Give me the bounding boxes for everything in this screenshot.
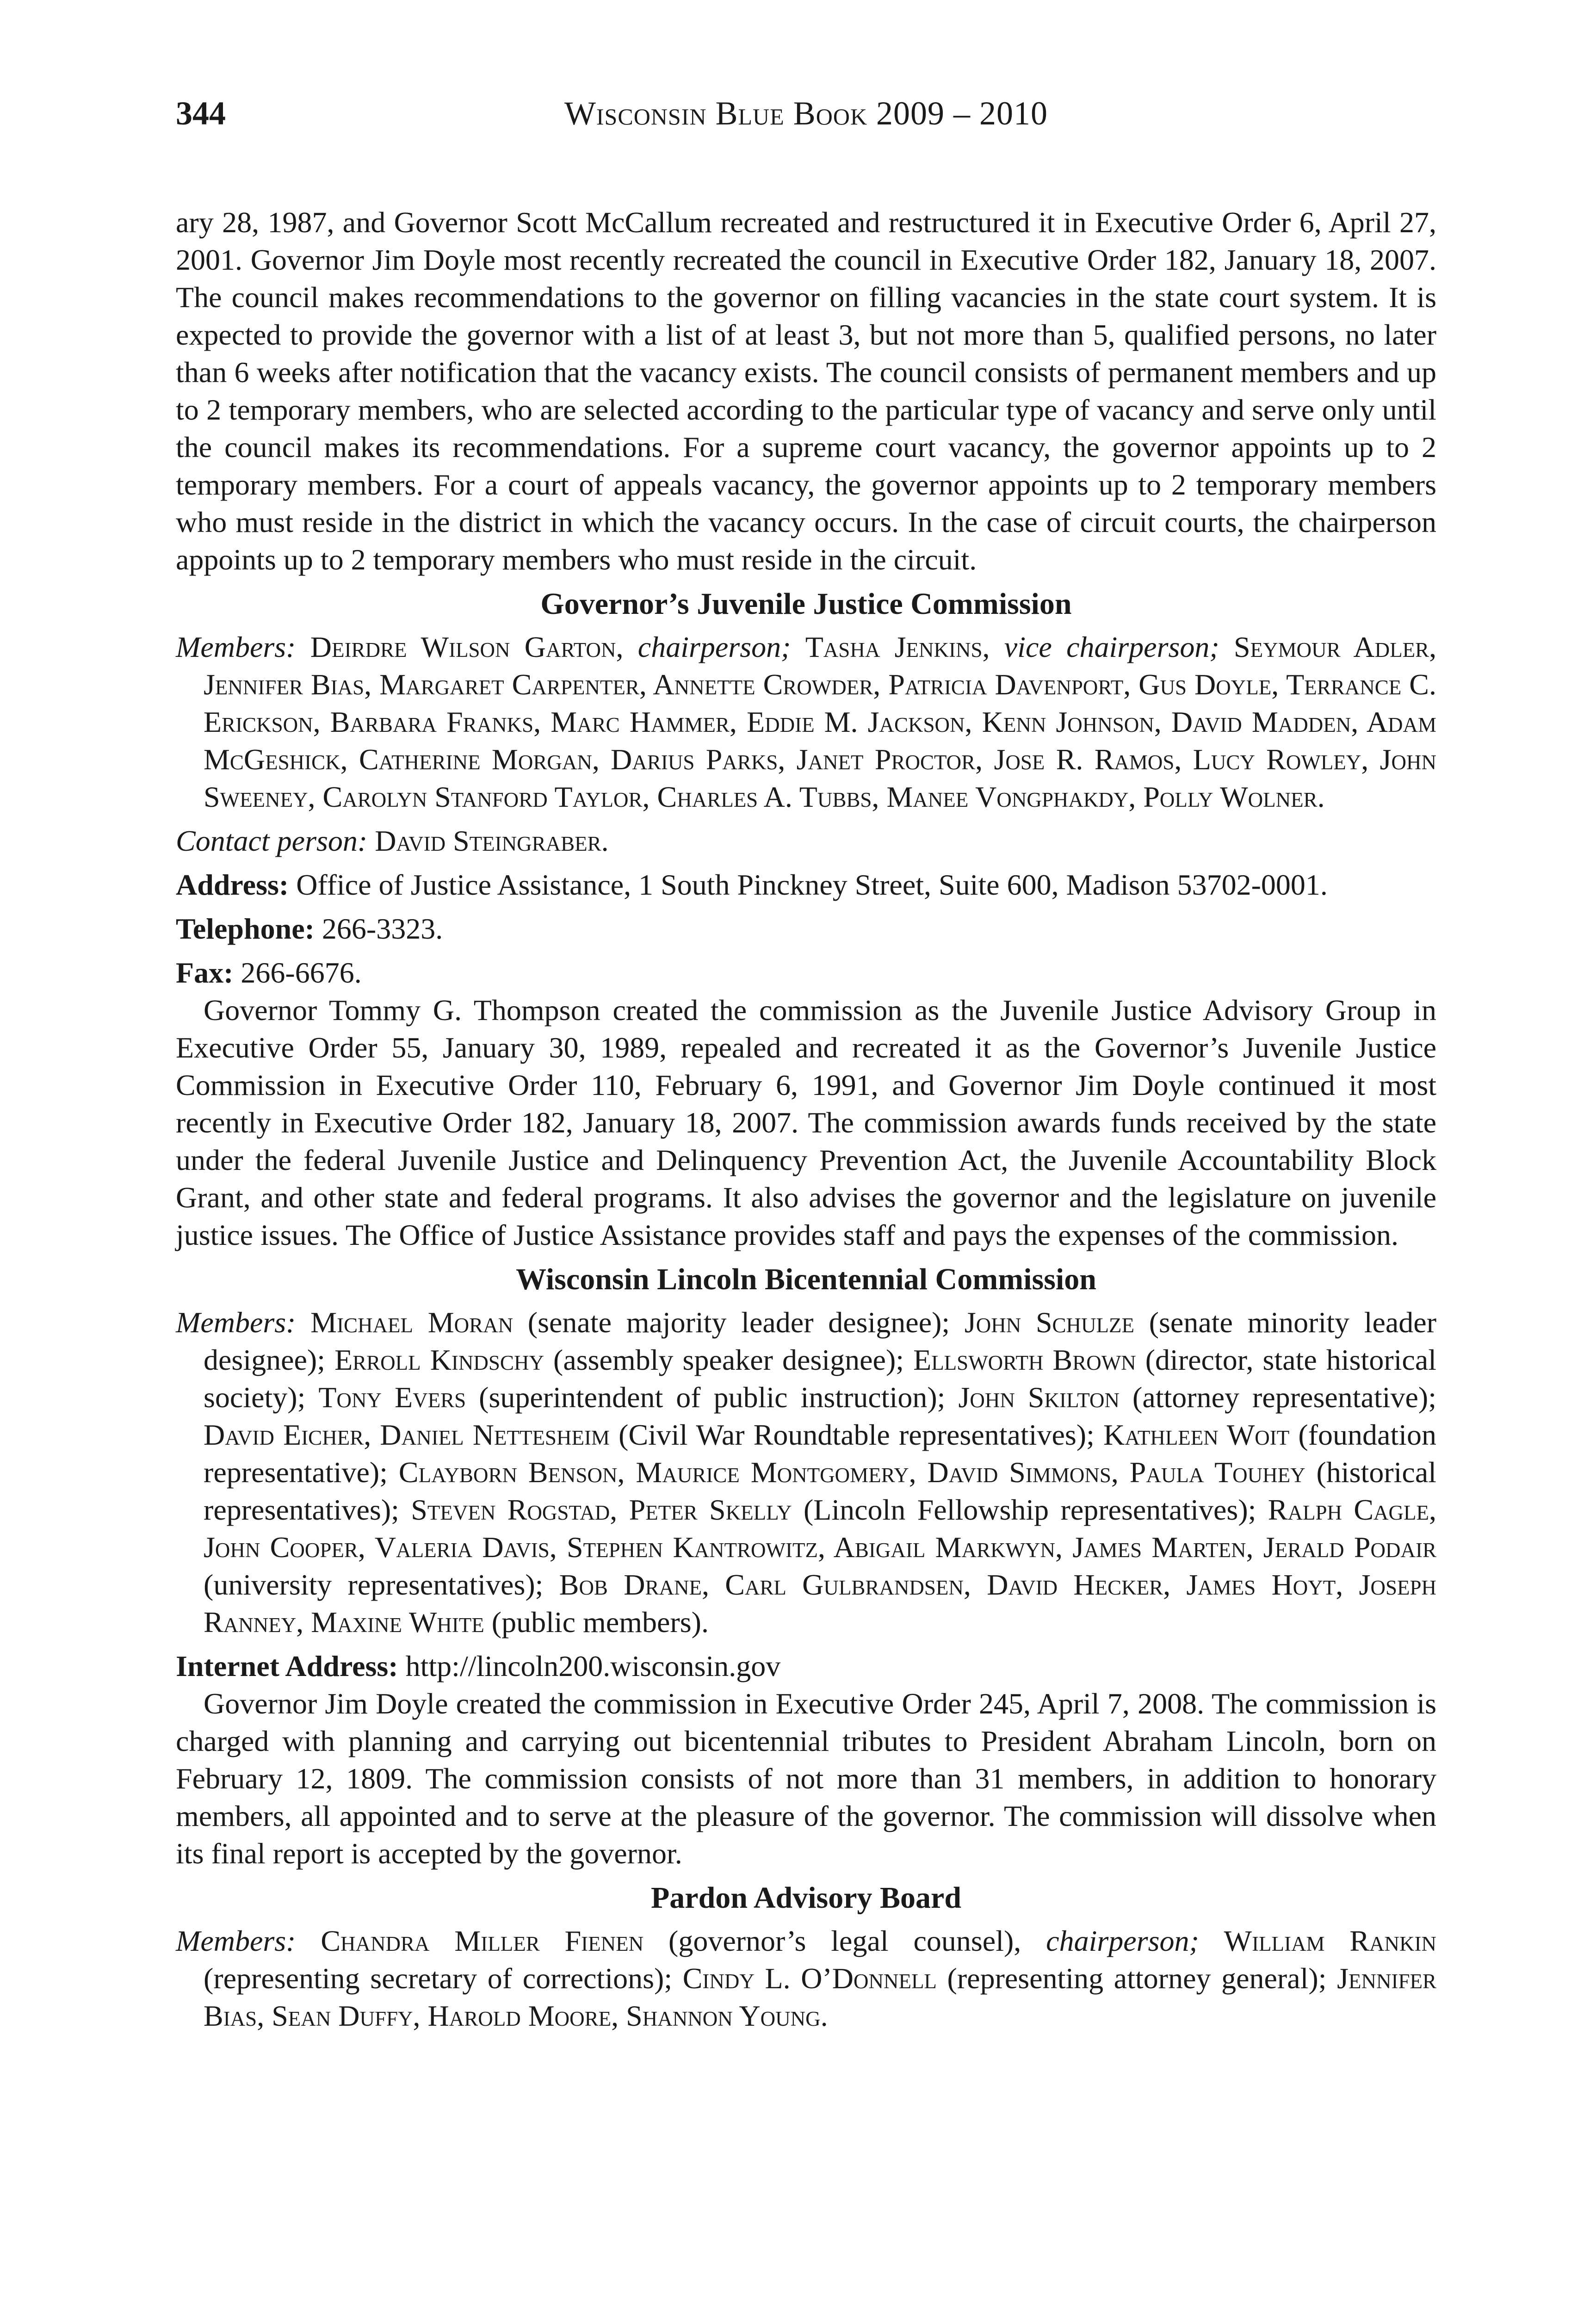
section-heading: Pardon Advisory Board	[650, 1881, 962, 1915]
member-role: (Lincoln Fellowship representatives);	[792, 1493, 1268, 1526]
member-role: (attorney representative);	[1119, 1381, 1437, 1414]
fax-line	[176, 954, 1436, 991]
member-role: chairperson;	[637, 631, 791, 663]
contact-label: Contact person:	[176, 824, 368, 857]
lincoln-bicentennial-section	[176, 1260, 1436, 1872]
members-list	[176, 1304, 1436, 1641]
member-name: David Eicher, Daniel Nettesheim	[204, 1418, 610, 1451]
internet-address-line	[176, 1647, 1436, 1685]
address-label: Address:	[176, 868, 289, 901]
running-title: Wisconsin Blue Book 2009 – 2010	[564, 95, 1048, 132]
member-name: Michael Moran	[310, 1306, 513, 1339]
member-name: Tasha Jenkins,	[805, 631, 990, 663]
member-name: William Rankin	[1224, 1924, 1437, 1957]
internet-link[interactable]: http://lincoln200.wisconsin.gov	[405, 1650, 781, 1682]
member-name: Tony Evers	[318, 1381, 466, 1414]
member-role: (foundation representative);	[204, 1418, 1437, 1489]
member-role: (representing secretary of corrections);	[204, 1962, 683, 1995]
fax-label: Fax:	[176, 956, 234, 989]
member-role: (assembly speaker designee);	[544, 1343, 914, 1376]
running-header	[176, 93, 1436, 139]
member-role: vice chairperson;	[1004, 631, 1219, 663]
contact-person	[176, 822, 1436, 860]
members-list	[176, 1922, 1436, 2035]
member-role: chairperson;	[1046, 1924, 1199, 1957]
internet-label: Internet Address:	[176, 1650, 398, 1682]
member-role: (university representatives);	[204, 1568, 559, 1601]
section-heading: Governor’s Juvenile Justice Commission	[540, 587, 1072, 621]
pardon-advisory-section	[176, 1879, 1436, 2035]
intro-paragraph: ary 28, 1987, and Governor Scott McCallum recreated and restructured it in Executive Order 6, April 27, 2001. Governor Jim Doyle most recently recreated the council in Executive Order 182, January 18, 2007. The council makes recommendations to the governor on filling vacancies in the state court system. It is expected to provide the governor with a list of at least 3, but not more than 5, qualified persons, no later than 6 weeks after notification that the vacancy exists. The council consists of permanent members and up to 2 temporary members, who are selected according to the particular type of vacancy and serve only until the council makes its recommendations. For a supreme court vacancy, the governor appoints up to 2 temporary members. For a court of appeals vacancy, the governor appoints up to 2 temporary members who must reside in the district in which the vacancy occurs. In the case of circuit courts, the chairperson appoints up to 2 temporary members who must reside in the circuit.	[176, 206, 1436, 576]
juvenile-justice-section	[176, 585, 1436, 1254]
member-role: (governor’s legal counsel),	[643, 1924, 1046, 1957]
member-name: John Schulze	[964, 1306, 1135, 1339]
address-value: Office of Justice Assistance, 1 South Pinckney Street, Suite 600, Madison 53702-0001.	[296, 868, 1328, 901]
telephone-label: Telephone:	[176, 912, 315, 945]
member-name: Chandra Miller Fienen	[321, 1924, 644, 1957]
member-name: John Skilton	[958, 1381, 1120, 1414]
member-names: Seymour Adler, Jennifer Bias, Margaret Carpenter, Annette Crowder, Patricia Davenport, Gus Doyle, Terrance C. Erickson, Barbara Franks, Marc Hammer, Eddie M. Jackson, Kenn Johnson, David Madden, Adam McGeshick, Catherine Morgan, Darius Parks, Janet Proctor, Jose R. Ramos, Lucy Rowley, John Sweeney, Carolyn Stanford Taylor, Charles A. Tubbs, Manee Vongphakdy, Polly Wolner.	[204, 631, 1437, 813]
members-label: Members:	[176, 1306, 296, 1339]
member-role: (senate majority leader designee);	[513, 1306, 965, 1339]
member-name: Cindy L. O’Donnell	[682, 1962, 937, 1995]
member-name: Kathleen Woit	[1103, 1418, 1290, 1451]
member-name: Clayborn Benson, Maurice Montgomery, David Simmons, Paula Touhey	[398, 1456, 1305, 1489]
member-role: (director, state historical society);	[204, 1343, 1437, 1414]
member-names: Jennifer Bias, Sean Duffy, Harold Moore, Shannon Young.	[204, 1962, 1437, 2032]
member-name: Ralph Cagle, John Cooper, Valeria Davis, Stephen Kantrowitz, Abigail Markwyn, James Marten, Jerald Podair	[204, 1493, 1437, 1564]
member-role: (senate minority leader designee);	[204, 1306, 1437, 1376]
members-list	[176, 628, 1436, 816]
telephone-line	[176, 910, 1436, 947]
member-name: Ellsworth Brown	[913, 1343, 1136, 1376]
page-number: 344	[176, 95, 226, 132]
member-name: Steven Rogstad, Peter Skelly	[411, 1493, 792, 1526]
member-role: (representing attorney general);	[936, 1962, 1337, 1995]
member-role: (public members).	[484, 1606, 709, 1639]
address-line	[176, 866, 1436, 903]
member-name: Deirdre Wilson Garton,	[310, 631, 624, 663]
member-name: Erroll Kindschy	[334, 1343, 544, 1376]
section-body: Governor Tommy G. Thompson created the commission as the Juvenile Justice Advisory Group in Executive Order 55, January 30, 1989, repealed and recreated it as the Governor’s Juvenile Justice Commission in Executive Order 110, February 6, 1991, and Governor Jim Doyle continued it most recently in Executive Order 182, January 18, 2007. The commission awards funds received by the state under the federal Juvenile Justice and Delinquency Prevention Act, the Juvenile Accountability Block Grant, and other state and federal programs. It also advises the governor and the legislature on juvenile justice issues. The Office of Justice Assistance provides staff and pays the expenses of the commission.	[176, 994, 1436, 1251]
member-role: (superintendent of public instruction);	[466, 1381, 959, 1414]
member-role: (Civil War Roundtable representatives);	[609, 1418, 1104, 1451]
section-heading: Wisconsin Lincoln Bicentennial Commission	[516, 1262, 1096, 1296]
contact-name: David Steingraber.	[375, 824, 609, 857]
member-name: Bob Drane, Carl Gulbrandsen, David Hecker, James Hoyt, Joseph Ranney, Maxine White	[204, 1568, 1436, 1639]
fax-value: 266-6676.	[241, 956, 362, 989]
section-body: Governor Jim Doyle created the commission in Executive Order 245, April 7, 2008. The commission is charged with planning and carrying out bicentennial tributes to President Abraham Lincoln, born on February 12, 1809. The commission consists of not more than 31 members, in addition to honorary members, all appointed and to serve at the pleasure of the governor. The commission will dissolve when its final report is accepted by the governor.	[176, 1687, 1436, 1870]
members-label: Members:	[176, 631, 296, 663]
member-role: (historical representatives);	[204, 1456, 1437, 1526]
members-label: Members:	[176, 1924, 296, 1957]
telephone-value: 266-3323.	[322, 912, 443, 945]
